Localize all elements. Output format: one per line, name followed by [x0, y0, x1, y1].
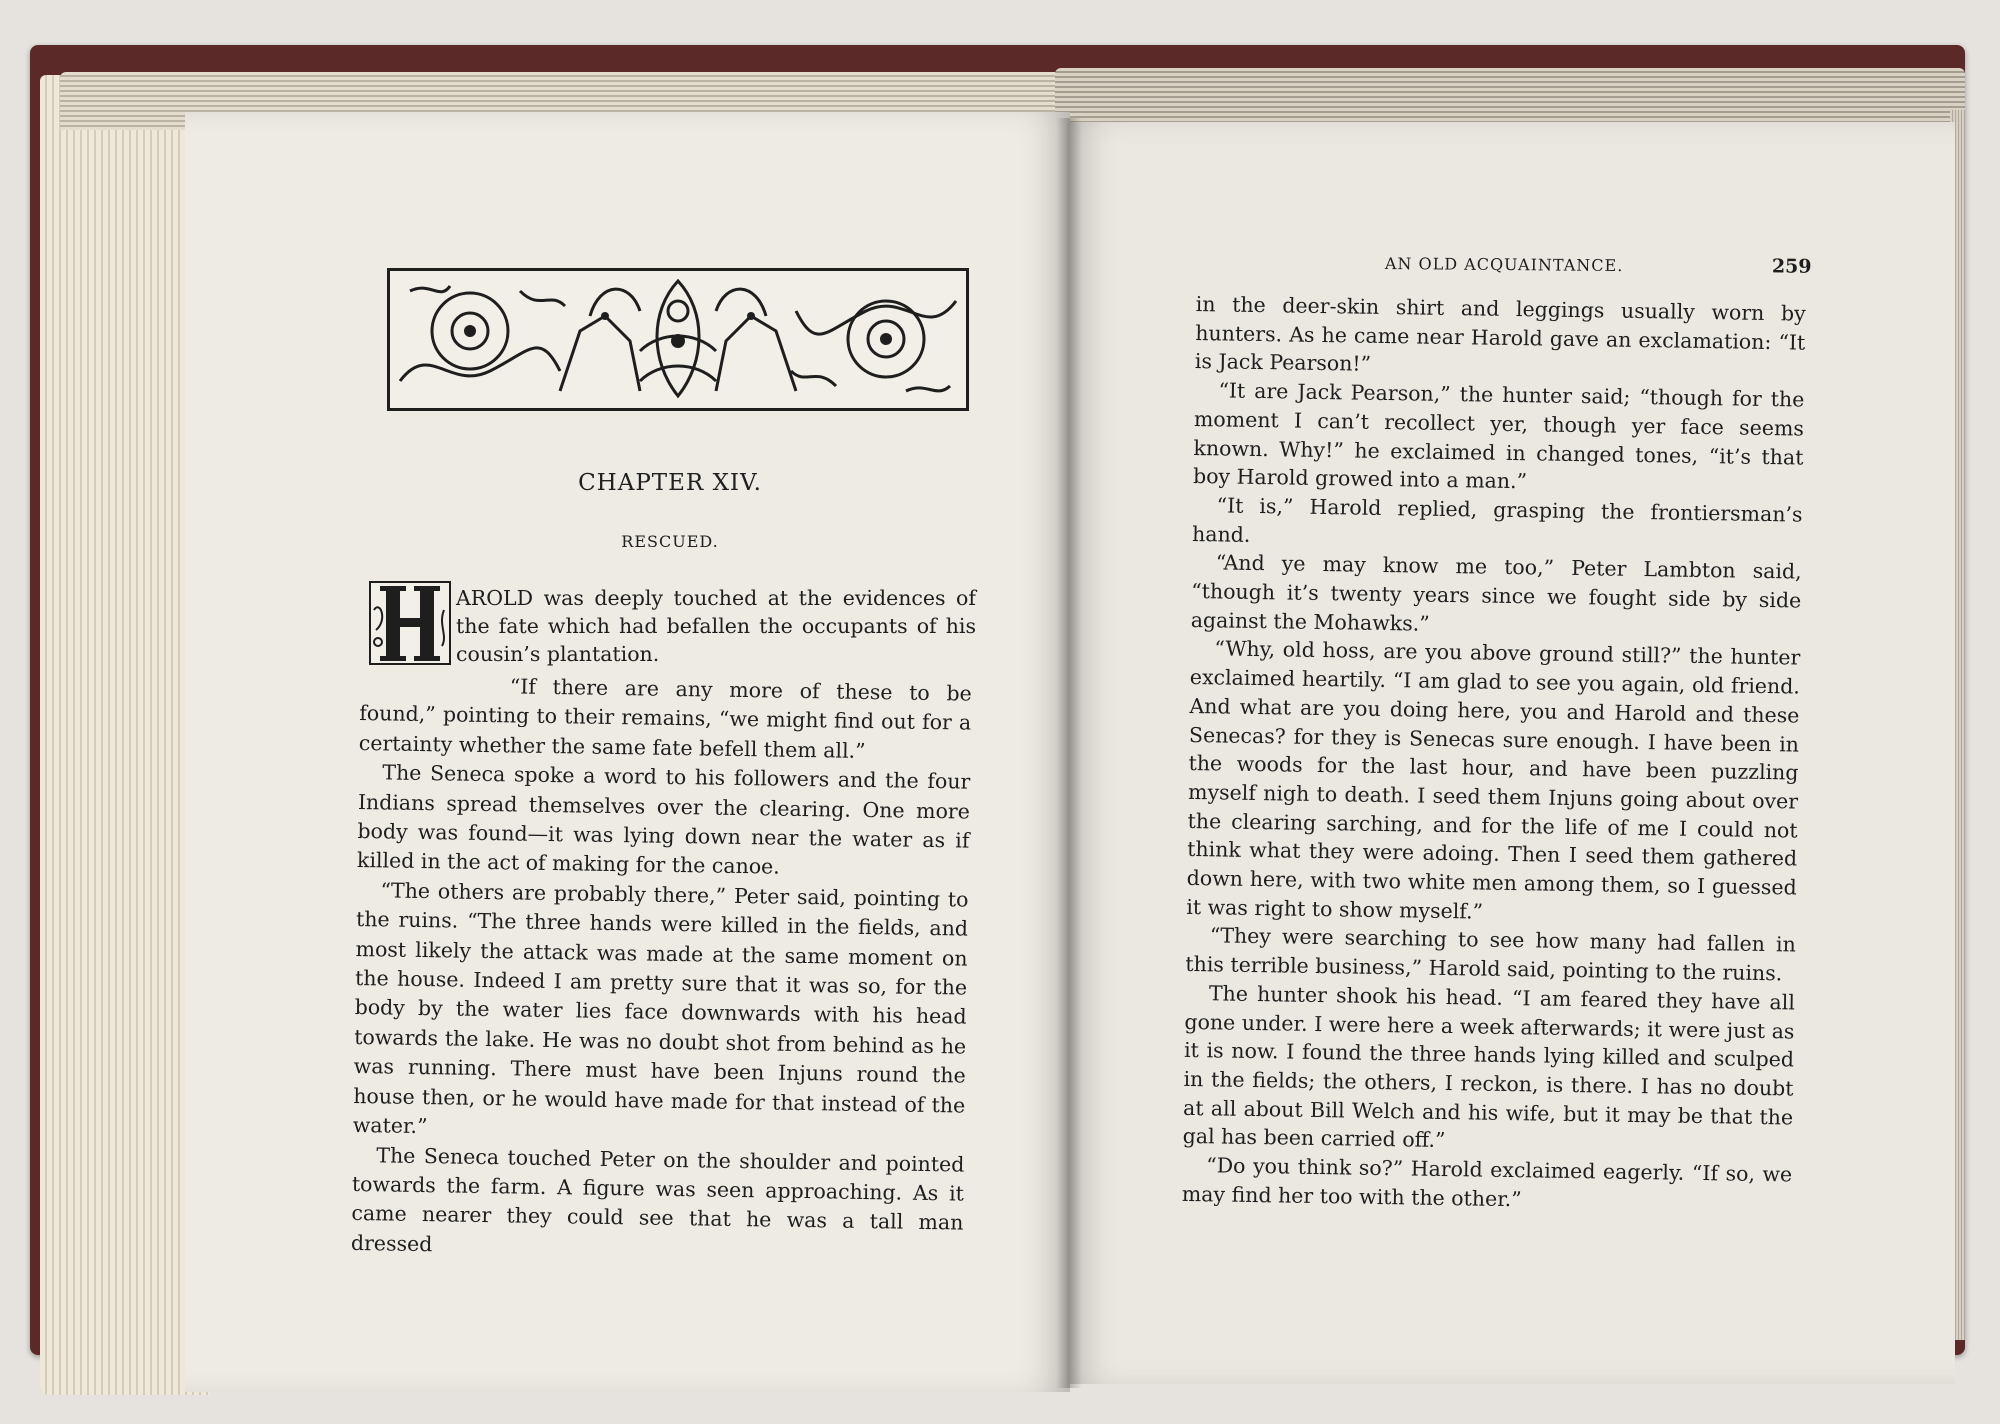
paragraph: “It is,” Harold replied, grasping the frontiersman’s hand.: [1191, 493, 1803, 547]
page-number: 259: [1771, 255, 1812, 278]
right-page-body: [1182, 290, 1806, 1218]
paragraph: in the deer-skin shirt and leggings usually worn by hunters. As he came near Harold gave an exclamation: “It is Jack Pearson!”: [1194, 291, 1806, 377]
running-head: AN OLD ACQUAINTANCE.: [1384, 253, 1624, 276]
chapter-ornament-icon: [387, 268, 969, 411]
chapter-title: CHAPTER XIV.: [578, 470, 762, 496]
paragraph: “If there are any more of these to be found,” pointing to their remains, “we might find out for a certainty whether the same fate befell them all.”: [358, 674, 972, 763]
paragraph: “Why, old hoss, are you above ground still?” the hunter exclaimed heartily. “I am glad to see you again, old friend. And what are you doing here, you and Harold and these Senecas? for they is Senecas sure enough. I have been in the woods for the last hour, and have been puzzling myself nigh to death. I seed them Injuns going about over the clearing sarching, and for the life of me I could not think what they were adoing. Then I seed them gathered down here, with two white men among them, so I guessed it was right to show myself.”: [1186, 636, 1801, 924]
page-edges-top-right: [1055, 68, 1965, 130]
chapter-subtitle: RESCUED.: [621, 532, 719, 551]
book-gutter: [1056, 118, 1082, 1388]
paragraph: “And ye may know me too,” Peter Lambton said, “though it’s twenty years since we fought side by side against the Mohawks.”: [1190, 550, 1802, 636]
paragraph: The hunter shook his head. “I am feared they have all gone under. I were here a week afterwards; it were just as it is now. I found the three hands lying killed and sculped in the fields; the others, I reckon, is there. I has no doubt at all about Bill Welch and his wife, but it may be that the gal has been carried off.”: [1182, 981, 1796, 1153]
paragraph: “Do you think so?” Harold exclaimed eagerly. “If so, we may find her too with the other.”: [1181, 1153, 1793, 1212]
paragraph: The Seneca spoke a word to his followers and the four Indians spread themselves over the clearing. One more body was found—it was lying down near the water as if killed in the act of making for the canoe.: [356, 760, 971, 880]
paragraph: The Seneca touched Peter on the shoulder and pointed towards the farm. A figure was seen approaching. As it came nearer they could see that he was a tall man dressed: [350, 1142, 965, 1256]
dropcap-h-icon: [368, 580, 452, 666]
paragraph: “It are Jack Pearson,” the hunter said; “though for the moment I can’t recollect yer, though yer face seems known. Why!” he exclaimed in changed tones, “it’s that boy Harold growed into a man.”: [1192, 378, 1805, 494]
paragraph: “The others are probably there,” Peter said, pointing to the ruins. “The three hands were killed in the fields, and most likely the attack was made at the same moment on the house. Indeed I am pretty sure that it was so, for the body by the water lies face downwards with his head towards the lake. He was no doubt shot from behind as he was running. There must have been Injuns round the house then, or he would have made for that instead of the water.”: [352, 878, 969, 1139]
paragraph: “They were searching to see how many had fallen in this terrible business,” Harold said, pointing to the ruins.: [1185, 923, 1796, 986]
left-page-body: [351, 670, 972, 1268]
opening-paragraph: AROLD was deeply touched at the evidences of the fate which had befallen the occupants of his cousin’s plantation.: [456, 586, 976, 666]
